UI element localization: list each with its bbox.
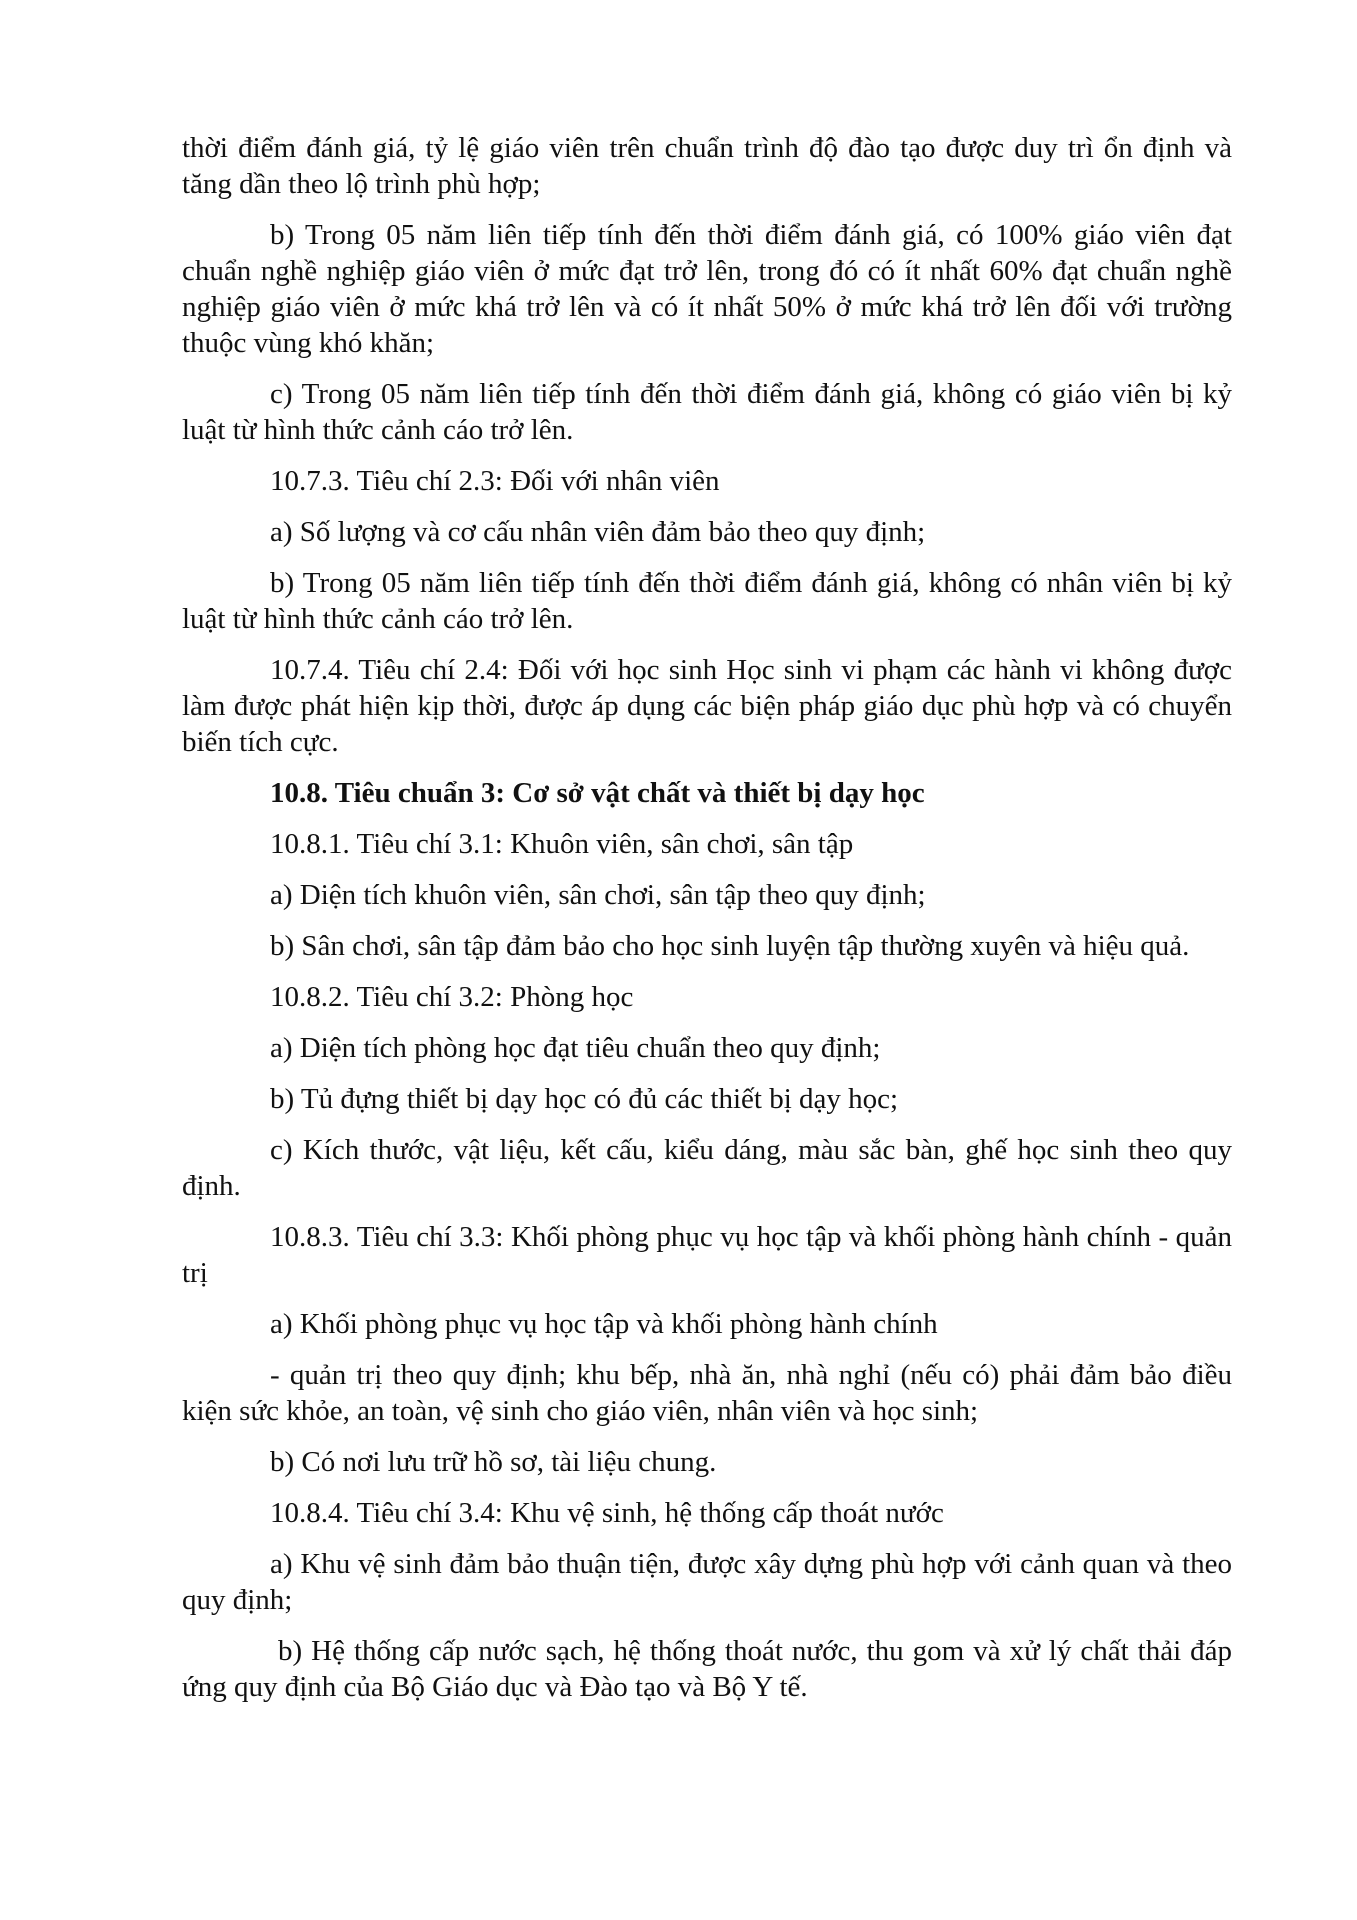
paragraph-item-b-records: b) Có nơi lưu trữ hồ sơ, tài liệu chung. — [270, 1446, 717, 1478]
paragraph-administration: - quản trị theo quy định; khu bếp, nhà ăn, nhà nghỉ (nếu có) phải đảm bảo điều kiện sức khỏe, an toàn, vệ sinh cho giáo viên, nhân viên và học sinh; — [182, 1359, 1232, 1427]
criterion-3-4-title: 10.8.4. Tiêu chí 3.4: Khu vệ sinh, hệ thống cấp thoát nước — [270, 1497, 944, 1529]
paragraph-item-a-sanitation: a) Khu vệ sinh đảm bảo thuận tiện, được xây dựng phù hợp với cảnh quan và theo quy định; — [182, 1548, 1232, 1616]
paragraph-item-a-grounds: a) Diện tích khuôn viên, sân chơi, sân tập theo quy định; — [270, 879, 926, 911]
paragraph-item-a-staff: a) Số lượng và cơ cấu nhân viên đảm bảo theo quy định; — [270, 516, 926, 548]
standard-3-heading: 10.8. Tiêu chuẩn 3: Cơ sở vật chất và thiết bị dạy học — [270, 777, 925, 809]
paragraph-item-c-furniture: c) Kích thước, vật liệu, kết cấu, kiểu dáng, màu sắc bàn, ghế học sinh theo quy định. — [182, 1134, 1232, 1202]
paragraph-item-b-teacher-standard: b) Trong 05 năm liên tiếp tính đến thời điểm đánh giá, có 100% giáo viên đạt chuẩn nghề nghiệp giáo viên ở mức đạt trở lên, trong đó có ít nhất 60% đạt chuẩn nghề nghiệp giáo viên ở mức khá trở lên và có ít nhất 50% ở mức khá trở lên đối với trường thuộc vùng khó khăn; — [182, 219, 1232, 359]
document-page — [182, 130, 1232, 1720]
paragraph-item-b-water: b) Hệ thống cấp nước sạch, hệ thống thoát nước, thu gom và xử lý chất thải đáp ứng quy định của Bộ Giáo dục và Đào tạo và Bộ Y tế. — [182, 1635, 1232, 1703]
criterion-2-3-title: 10.7.3. Tiêu chí 2.3: Đối với nhân viên — [270, 465, 720, 497]
paragraph-item-b-grounds: b) Sân chơi, sân tập đảm bảo cho học sinh luyện tập thường xuyên và hiệu quả. — [270, 930, 1190, 962]
criterion-2-4-paragraph: 10.7.4. Tiêu chí 2.4: Đối với học sinh Học sinh vi phạm các hành vi không được làm được phát hiện kịp thời, được áp dụng các biện pháp giáo dục phù hợp và có chuyển biến tích cực. — [182, 654, 1232, 758]
criterion-3-1-title: 10.8.1. Tiêu chí 3.1: Khuôn viên, sân chơi, sân tập — [270, 828, 854, 860]
paragraph-item-a-rooms: a) Khối phòng phục vụ học tập và khối phòng hành chính — [270, 1308, 938, 1340]
criterion-3-3-title: 10.8.3. Tiêu chí 3.3: Khối phòng phục vụ học tập và khối phòng hành chính - quản trị — [182, 1221, 1232, 1289]
criterion-3-2-title: 10.8.2. Tiêu chí 3.2: Phòng học — [270, 981, 634, 1013]
paragraph-continuation: thời điểm đánh giá, tỷ lệ giáo viên trên chuẩn trình độ đào tạo được duy trì ổn định và tăng dần theo lộ trình phù hợp; — [182, 132, 1232, 200]
paragraph-item-b-staff-discipline: b) Trong 05 năm liên tiếp tính đến thời điểm đánh giá, không có nhân viên bị kỷ luật từ hình thức cảnh cáo trở lên. — [182, 567, 1232, 635]
paragraph-item-a-classroom: a) Diện tích phòng học đạt tiêu chuẩn theo quy định; — [270, 1032, 881, 1064]
paragraph-item-b-cabinet: b) Tủ đựng thiết bị dạy học có đủ các thiết bị dạy học; — [270, 1083, 899, 1115]
paragraph-item-c-teacher-discipline: c) Trong 05 năm liên tiếp tính đến thời điểm đánh giá, không có giáo viên bị kỷ luật từ hình thức cảnh cáo trở lên. — [182, 378, 1232, 446]
